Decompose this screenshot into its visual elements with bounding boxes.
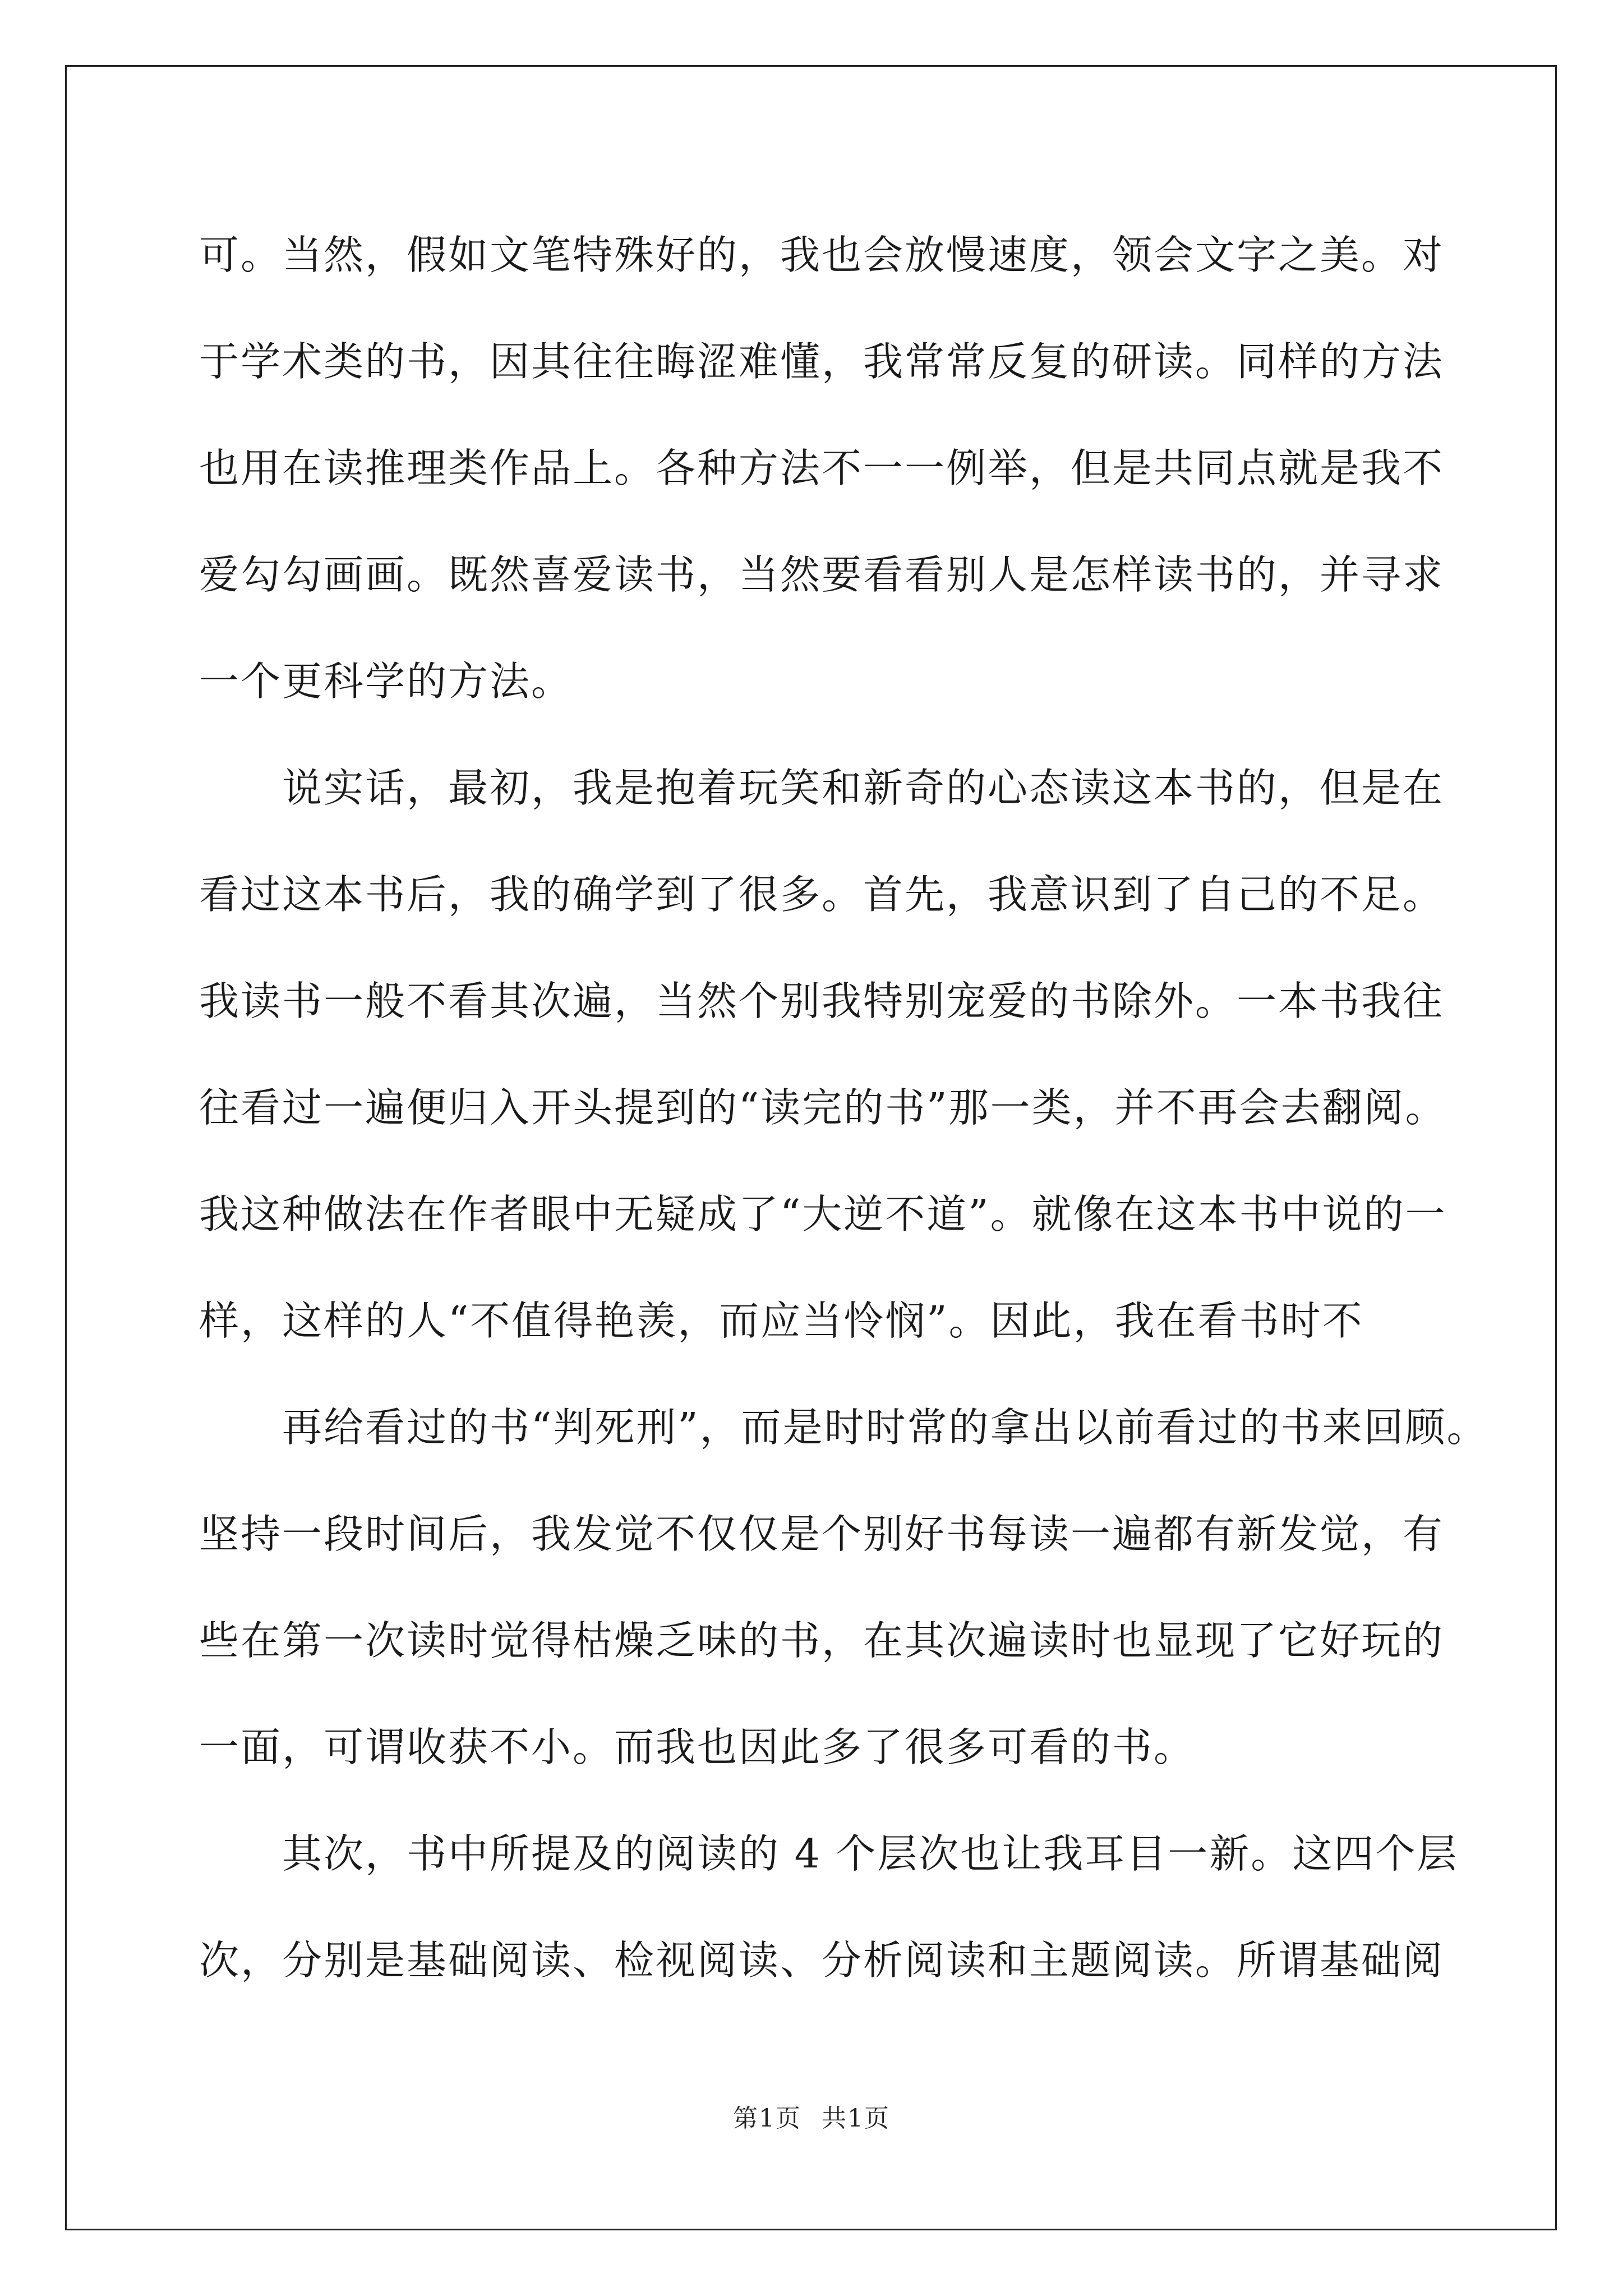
text-line: 看过这本书后，我的确学到了很多。首先，我意识到了自己的不足。 [199, 871, 1445, 918]
text-line: 可。当然，假如文笔特殊好的，我也会放慢速度，领会文字之美。对 [199, 232, 1445, 278]
text-line: 也用在读推理类作品上。各种方法不一一例举，但是共同点就是我不 [199, 445, 1445, 491]
text-line: 我这种做法在作者眼中无疑成了“大逆不道”。就像在这本书中说的一 [199, 1191, 1447, 1237]
text-line: 坚持一段时间后，我发觉不仅仅是个别好书每读一遍都有新发觉，有 [199, 1511, 1445, 1557]
text-line: 些在第一次读时觉得枯燥乏味的书，在其次遍读时也显现了它好玩的 [199, 1617, 1445, 1664]
page-footer [0, 2098, 1623, 2134]
text-line: 样，这样的人“不值得艳羡，而应当怜悯”。因此，我在看书时不 [199, 1297, 1364, 1344]
document-body [199, 202, 1489, 2014]
text-line: 爱勾勾画画。既然喜爱读书，当然要看看别人是怎样读书的，并寻求 [199, 551, 1445, 598]
text-line: 再给看过的书“判死刑”，而是时时常的拿出以前看过的书来回顾。 [282, 1404, 1488, 1451]
text-line: 我读书一般不看其次遍，当然个别我特别宠爱的书除外。一本书我往 [199, 978, 1445, 1024]
page-number: 第1页 [733, 2104, 801, 2133]
text-line: 一面，可谓收获不小。而我也因此多了很多可看的书。 [199, 1724, 1196, 1770]
text-line: 往看过一遍便归入开头提到的“读完的书”那一类，并不再会去翻阅。 [199, 1084, 1447, 1131]
page-total: 共1页 [822, 2104, 890, 2133]
text-line: 其次，书中所提及的阅读的 4 个层次也让我耳目一新。这四个层 [282, 1830, 1459, 1877]
text-line: 说实话，最初，我是抱着玩笑和新奇的心态读这本书的，但是在 [282, 765, 1445, 811]
text-line: 次，分别是基础阅读、检视阅读、分析阅读和主题阅读。所谓基础阅 [199, 1937, 1445, 1984]
text-line: 于学术类的书，因其往往晦涩难懂，我常常反复的研读。同样的方法 [199, 338, 1445, 385]
text-line: 一个更科学的方法。 [199, 658, 573, 705]
